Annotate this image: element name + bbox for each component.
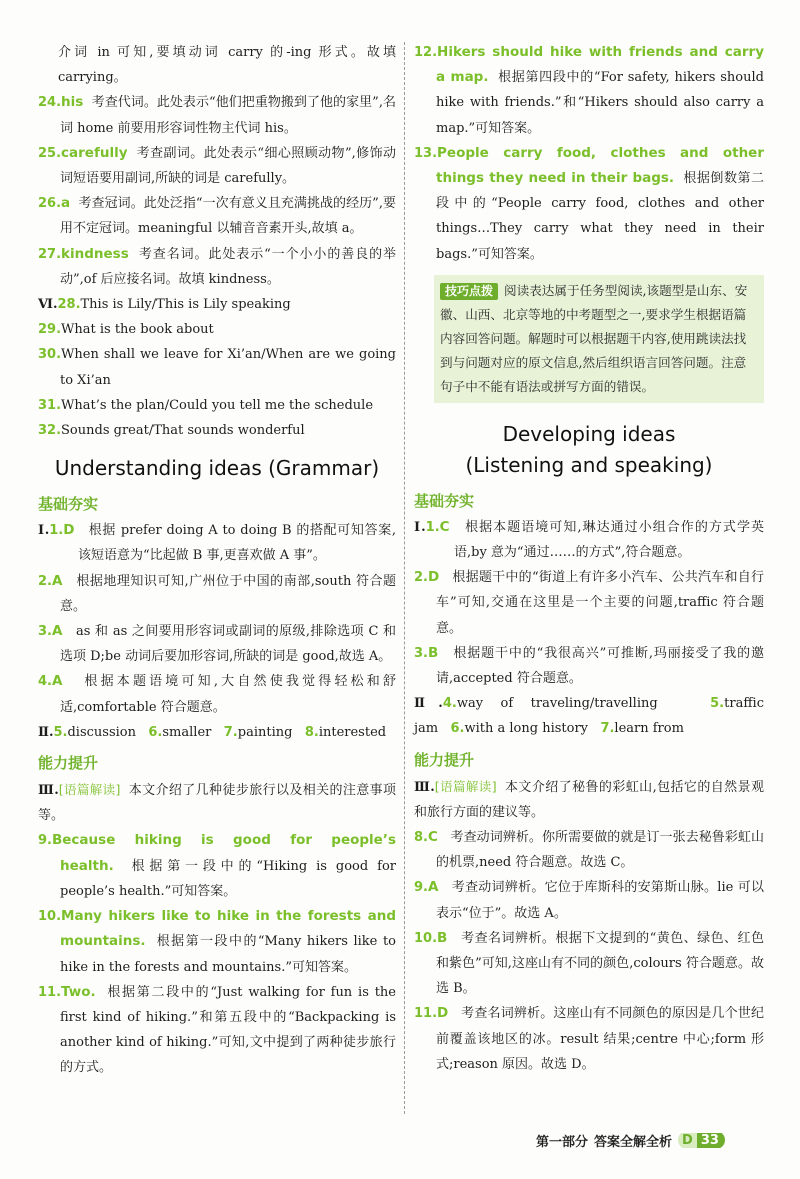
answer-12 [414,40,764,141]
answer-9 [38,828,396,904]
answer-text: 根据 prefer doing A to doing B 的搭配可知答案,该短语意为“比起做 B 事,更喜欢做 A 事”。 [78,523,396,564]
answer-key: a [61,195,71,212]
answer-2 [38,569,396,619]
answer-2 [414,565,764,641]
question-number: 8. [414,830,428,846]
question-number: 10. [414,930,438,946]
question-number: 1. [49,523,64,539]
answer-key: A [427,879,439,896]
subhead-basics: 基础夯实 [414,491,475,510]
answer-8 [414,825,764,875]
question-number: 5. [53,724,68,740]
answer-text: This is Lily/This is Lily speaking [80,297,291,313]
question-number: 3. [38,624,52,640]
answer-11 [38,980,396,1081]
answer-key: Two. [61,983,96,1000]
part-2-answers [414,691,764,741]
right-column [414,40,764,1077]
answer-10 [38,904,396,980]
answer-28 [38,292,396,317]
continued-answer-23 [38,40,396,90]
left-column [38,40,396,1081]
part-3-intro [414,774,764,825]
answer-text: interested [318,724,387,740]
answer-32 [38,418,396,443]
answer-1 [38,518,396,568]
question-number: 26. [38,196,62,212]
answer-31 [38,393,396,418]
answer-30 [38,342,396,392]
answer-4 [38,669,396,719]
answer-text: 根据地理知识可知,广州位于中国的南部,south 符合题意。 [60,573,396,614]
question-number: 4. [442,696,457,712]
question-number: 5. [710,696,725,712]
question-number: 4. [38,674,52,690]
passage-summary-tag: [语篇解读] [434,778,497,794]
question-number: 29. [38,322,62,338]
answer-text: smaller [162,724,212,740]
answer-text: 考查名词。此处表示“一个小小的善良的举动”,of 后应接名词。故填 kindness。 [60,246,397,287]
part-6-answers [38,292,396,443]
answer-text: 考查名词辨析。根据下文提到的“黄色、绿色、红色和紫色”可知,这座山有不同的颜色,colours 符合题意。故选 B。 [436,930,764,997]
question-number: 32. [38,423,62,439]
answer-text: 根据本题语境可知,大自然使我觉得轻松和舒适,comfortable 符合题意。 [60,674,396,715]
part-numeral: Ⅱ. [38,724,54,740]
answer-key: B [427,644,439,661]
answer-text: 根据第一段中的“Hiking is good for people’s health.”可知答案。 [60,858,397,899]
answer-10 [414,926,764,1002]
answer-text: 考查副词。此处表示“细心照顾动物”,修饰动词短语要用副词,所缺的词是 carefully。 [60,145,396,187]
question-number: 28. [57,297,81,313]
page-number: 33 [697,1133,725,1148]
question-number: 11. [414,1006,438,1022]
question-number: 1. [425,519,440,535]
passage-summary: 本文介绍了秘鲁的彩虹山,包括它的自然景观和旅行方面的建议等。 [414,779,764,820]
part-numeral: Ⅲ. [38,783,59,799]
part-numeral: Ⅰ. [38,523,50,539]
answer-text: What’s the plan/Could you tell me the schedule [61,397,374,413]
answer-24 [38,90,396,140]
question-number: 3. [414,645,428,661]
question-number: 24. [38,95,62,111]
answer-text: way of traveling/travelling [456,696,658,712]
question-number: 11. [38,984,62,1000]
answer-text: 考查名词辨析。这座山有不同颜色的原因是几个世纪前覆盖该地区的冰。result 结果;centre 中心;form 形式;reason 原因。故选 D。 [436,1006,764,1072]
answer-text: 根据题干中的“我很高兴”可推断,玛丽接受了我的邀请,accepted 符合题意。 [436,645,764,687]
column-divider [404,42,405,1114]
part-numeral: Ⅱ. [414,696,443,712]
answer-text: 考查动词辨析。你所需要做的就是订一张去秘鲁彩虹山的机票,need 符合题意。故选 C。 [436,830,764,871]
answer-26 [38,191,396,241]
answer-29 [38,317,396,342]
part-1-answers [38,518,396,720]
question-number: 7. [223,724,238,740]
skill-tip-text: 阅读表达属于任务型阅读,该题型是山东、安徽、山西、北京等地的中考题型之一,要求学生根据语篇内容回答问题。解题时可以根据题干内容,使用跳读法找到与问题对应的原文信息,然后组织语言回答问题。注意句子中不能有语法或拼写方面的错误。 [440,282,748,394]
answer-text: When shall we leave for Xi’an/When are we going to Xi’an [60,347,396,388]
answer-1 [414,515,764,565]
question-number: 10. [38,909,62,925]
question-number: 6. [148,724,163,740]
answer-25 [38,141,396,191]
part-numeral: Ⅲ. [414,779,435,795]
question-number: 2. [414,570,428,586]
question-number: 30. [38,347,62,363]
answer-text: What is the book about [61,322,214,338]
footer-part-label: 第一部分 [536,1134,589,1150]
section-title-line-1: Developing ideas [502,421,676,446]
skill-tip-box [434,275,764,403]
answer-text: traffic jam [414,696,764,737]
answer-11 [414,1001,764,1077]
question-number: 8. [304,724,319,740]
skill-tip-label: 技巧点拨 [440,283,498,300]
question-number: 9. [38,833,52,849]
part-numeral: Ⅵ. [38,297,58,313]
answer-text: 根据第四段中的“For safety, hikers should hike with friends.”和“Hikers should also carry a map.”可知答案。 [436,70,764,136]
part-3-intro [38,777,396,828]
section-title-developing-ideas [414,419,764,481]
question-number: 6. [450,721,465,737]
answer-key: C [439,518,450,535]
answer-text: 根据第一段中的“Many hikers like to hike in the forests and mountains.”可知答案。 [60,934,397,975]
answer-9 [414,875,764,925]
answer-key: D [63,522,75,539]
part-1-answers [414,515,764,691]
answer-13 [414,141,764,267]
answer-key: kindness [61,245,129,262]
question-number: 7. [600,721,615,737]
page-footer [536,1129,725,1151]
answer-3 [414,641,764,691]
section-title-line-2: (Listening and speaking) [465,452,713,477]
subhead-improvement: 能力提升 [38,754,99,773]
answer-key: D [437,1005,449,1022]
part-numeral: Ⅰ. [414,519,426,535]
subhead-basics: 基础夯实 [38,495,99,514]
answer-key: carefully [61,144,128,161]
answer-27 [38,242,396,292]
answer-text: 考查代词。此处表示“他们把重物搬到了他的家里”,名词 home 前要用形容词性物主代词 his。 [60,95,396,136]
question-number: 12. [414,45,438,60]
answer-text: 根据第二段中的“Just walking for fun is the first kind of hiking.”和第五段中的“Backpacking is another kind of hiking.”可知,文中提到了两种徒步旅行的方式。 [60,984,396,1076]
answer-key: Hikers should hike with friends and carry a map. [436,44,764,86]
passage-summary-tag: [语篇解读] [58,782,121,798]
subhead-improvement: 能力提升 [414,750,475,769]
answer-key: Many hikers like to hike in the forests and mountains. [60,908,396,950]
answer-key: D [427,569,440,586]
answer-text: 根据倒数第二段中的“People carry food, clothes and other things…They carry what they need in their bags.”可知答案。 [436,171,765,262]
answer-key: Because hiking is good for people’s health. [51,832,396,874]
answer-key: B [437,929,448,946]
question-number: 31. [38,397,62,413]
question-number: 13. [414,145,438,161]
answer-text: 考查冠词。此处泛指“一次有意义且充满挑战的经历”,要用不定冠词。meaningful 以辅音音素开头,故填 a。 [60,196,396,237]
badge-letter: D [678,1133,697,1148]
question-number: 9. [414,880,428,896]
section-title-grammar: Understanding ideas (Grammar) [54,456,380,481]
answer-3 [38,619,396,669]
page-badge [678,1131,725,1149]
answer-text: with a long history [464,721,589,737]
passage-summary: 本文介绍了几种徒步旅行以及相关的注意事项等。 [38,783,396,824]
answer-key: A [51,623,63,640]
answer-text: 介词 in 可知,要填动词 carry 的-ing 形式。故填carrying。 [58,45,396,86]
answer-text: 根据题干中的“街道上有许多小汽车、公共汽车和自行车”可知,交通在这里是一个主要的问题,traffic 符合题意。 [436,570,764,636]
answer-key: his [61,94,84,111]
answer-text: 考查动词辨析。它位于库斯科的安第斯山脉。lie 可以表示“位于”。故选 A。 [436,880,764,921]
question-number: 27. [38,246,62,262]
answer-text: learn from [614,721,684,737]
answer-text: discussion [67,724,136,740]
answer-text: Sounds great/That sounds wonderful [61,423,305,439]
answer-key: C [427,829,438,846]
answer-key: A [51,572,63,589]
answer-text: 根据本题语境可知,琳达通过小组合作的方式学英语,by 意为“通过……的方式”,符合题意。 [454,519,764,561]
answer-key: People carry food, clothes and other things they need in their bags. [436,144,764,187]
part-2-answers [38,720,396,745]
answer-text: painting [237,724,293,740]
answer-text: as 和 as 之间要用形容词或副词的原级,排除选项 C 和选项 D;be 动词后要加形容词,所缺的词是 good,故选 A。 [60,624,396,665]
answer-key: A [51,673,63,690]
footer-book-label: 答案全解全析 [594,1134,673,1150]
question-number: 25. [38,145,62,161]
question-number: 2. [38,573,52,589]
